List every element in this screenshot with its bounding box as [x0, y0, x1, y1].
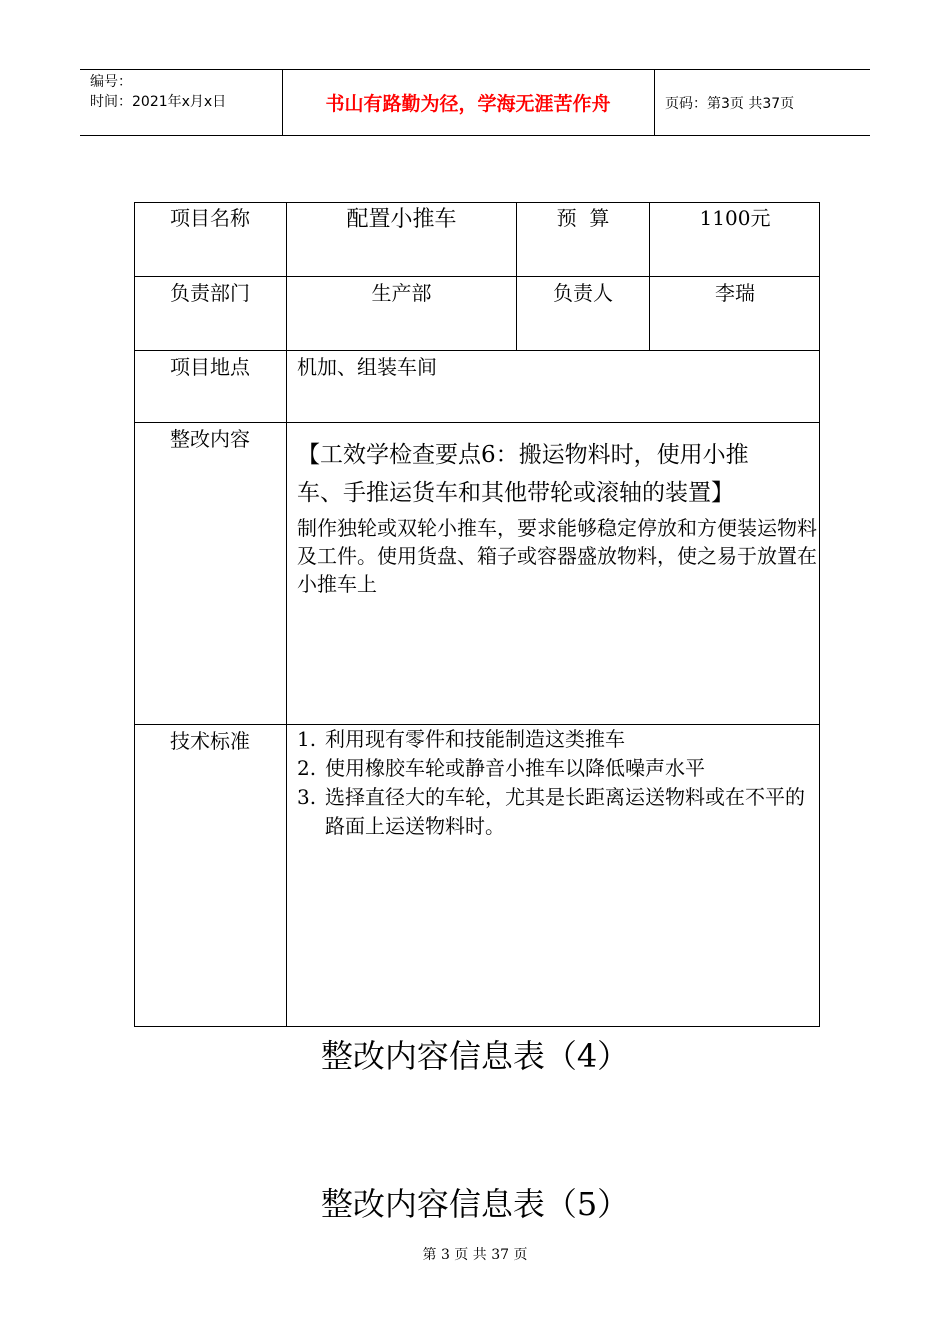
list-item-number: 3.: [297, 785, 317, 809]
rectification-heading: [297, 436, 817, 512]
header-number-label: 编号：: [90, 74, 132, 90]
list-item-text: 选择直径大的车轮，尤其是长距离运送物料或在不平的路面上运送物料时。: [325, 785, 805, 838]
rectification-heading-line2: 车、手推运货车和其他带轮或滚轴的装置】: [297, 480, 734, 506]
header-motto: 书山有路勤为径，学海无涯苦作舟: [325, 93, 611, 115]
rectification-body: 制作独轮或双轮小推车，要求能够稳定停放和方便装运物料及工件。使用货盘、箱子或容器盛放物料，使之易于放置在小推车上: [297, 516, 817, 596]
header-bottom-rule: [80, 135, 870, 136]
header-divider-right: [654, 69, 655, 136]
rectification-table: [134, 202, 820, 1027]
header-time-label: 时间：2021年x月x日: [90, 94, 227, 110]
form-title-5: 整改内容信息表（5）: [320, 1185, 630, 1223]
table-rule-label-column: [286, 202, 287, 1027]
label-location: 项目地点: [170, 355, 250, 379]
list-item-number: 2.: [297, 756, 317, 780]
list-item: [297, 783, 817, 841]
location-value: 机加、组装车间: [297, 355, 437, 379]
list-item-text: 使用橡胶车轮或静音小推车以降低噪声水平: [325, 756, 705, 780]
technical-standard-list: [297, 725, 817, 841]
label-project-name: 项目名称: [170, 206, 250, 230]
list-item-text: 利用现有零件和技能制造这类推车: [325, 727, 625, 751]
label-budget: 预 算: [556, 206, 610, 230]
label-owner: 负责人: [553, 281, 613, 305]
label-technical-standard: 技术标准: [170, 729, 250, 753]
department-value: 生产部: [371, 281, 432, 305]
header-page-info: 页码：第3页 共37页: [665, 96, 795, 112]
page-footer: 第 3 页 共 37 页: [422, 1247, 528, 1263]
budget-value: 1100元: [699, 206, 771, 230]
list-item: [297, 754, 817, 783]
header-meta: [90, 72, 226, 112]
label-department: 负责部门: [170, 281, 250, 305]
project-name-value: 配置小推车: [346, 207, 457, 232]
list-item: [297, 725, 817, 754]
owner-value: 李瑞: [715, 281, 755, 305]
list-item-number: 1.: [297, 727, 317, 751]
table-rule-row3: [134, 422, 820, 423]
rectification-heading-line1: 【工效学检查要点6：搬运物料时，使用小推: [297, 442, 749, 468]
table-rule-row2: [134, 350, 820, 351]
header-top-rule: [80, 69, 870, 70]
label-rectification-content: 整改内容: [170, 427, 250, 451]
table-rule-row1: [134, 276, 820, 277]
form-title-4: 整改内容信息表（4）: [320, 1037, 630, 1075]
